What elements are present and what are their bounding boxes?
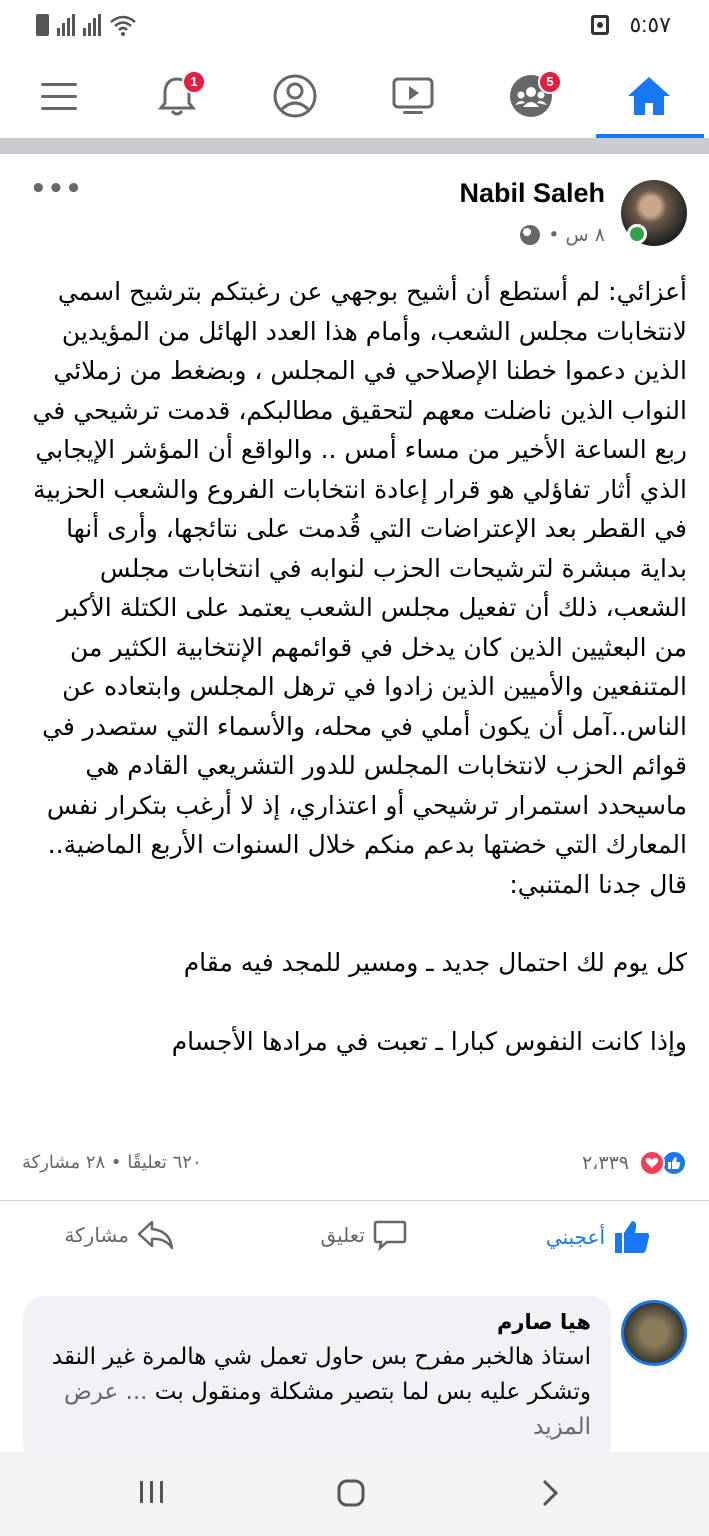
status-icons bbox=[36, 14, 137, 36]
see-more-link[interactable]: ... عرض المزيد bbox=[63, 1379, 591, 1440]
author-name[interactable]: Nabil Saleh bbox=[459, 178, 605, 208]
home-tab[interactable] bbox=[590, 54, 708, 138]
commenter-name[interactable]: هيا صارم bbox=[497, 1310, 591, 1334]
comment-body: استاذ هالخبر مفرح بس حاول تعمل شي هالمرة غير النقد وتشكر عليه بس لما بتصير مشكلة ومنقول بت bbox=[51, 1344, 591, 1405]
menu-button[interactable] bbox=[0, 54, 118, 138]
back-system-button[interactable] bbox=[540, 1478, 560, 1516]
groups-tab[interactable] bbox=[472, 54, 590, 138]
more-options-icon[interactable]: ••• bbox=[30, 174, 83, 204]
share-label: مشاركة bbox=[64, 1223, 129, 1247]
home-icon bbox=[626, 75, 672, 117]
comment-bubble[interactable] bbox=[23, 1296, 611, 1466]
groups-badge: 5 bbox=[538, 70, 562, 94]
alarm-icon bbox=[591, 15, 609, 35]
comment-icon bbox=[373, 1219, 407, 1251]
recent-apps-icon bbox=[138, 1479, 166, 1505]
love-reaction-icon bbox=[639, 1150, 665, 1176]
profile-icon bbox=[272, 73, 318, 119]
comment-button[interactable] bbox=[320, 1219, 407, 1251]
menu-icon bbox=[39, 80, 79, 112]
commenter-avatar[interactable] bbox=[621, 1300, 687, 1366]
watch-tab[interactable] bbox=[354, 54, 472, 138]
post-time[interactable]: ٨ س • bbox=[548, 224, 605, 246]
system-nav-bar bbox=[0, 1452, 709, 1536]
comment-text bbox=[43, 1340, 591, 1445]
home-system-icon bbox=[336, 1478, 366, 1508]
online-indicator bbox=[627, 224, 647, 244]
share-icon bbox=[137, 1219, 175, 1251]
home-system-button[interactable] bbox=[336, 1478, 366, 1516]
globe-icon bbox=[520, 225, 540, 245]
post-paragraph: وإذا كانت النفوس كبارا ـ تعبت في مرادها الأجسام bbox=[171, 1026, 687, 1056]
status-bar bbox=[0, 0, 709, 54]
like-label: أعجبني bbox=[545, 1225, 605, 1249]
share-button[interactable] bbox=[64, 1219, 175, 1251]
wifi-icon bbox=[109, 14, 137, 36]
comment-label: تعليق bbox=[320, 1223, 365, 1247]
nav-divider bbox=[0, 138, 709, 154]
reactions-count: ٢،٣٣٩ bbox=[582, 1152, 629, 1174]
back-icon bbox=[540, 1478, 560, 1508]
reactions-summary[interactable] bbox=[582, 1150, 687, 1176]
nav-bar bbox=[0, 54, 709, 138]
comments-shares-count[interactable]: ٦٢٠ تعليقًا • ٢٨ مشاركة bbox=[22, 1152, 202, 1173]
recent-apps-button[interactable] bbox=[138, 1478, 166, 1513]
signal-icon-2 bbox=[83, 14, 101, 36]
like-button[interactable] bbox=[546, 1219, 651, 1255]
profile-tab[interactable] bbox=[236, 54, 354, 138]
signal-icon bbox=[57, 14, 75, 36]
battery-icon bbox=[36, 14, 49, 36]
video-icon bbox=[391, 76, 435, 116]
post-text bbox=[19, 272, 687, 1100]
notifications-tab[interactable] bbox=[118, 54, 236, 138]
post-paragraph: أعزائي: لم أستطع أن أشيح بوجهي عن رغبتكم بترشيح اسمي لانتخابات مجلس الشعب، وأمام هذا العدد الهائل من المؤيدين الذين دعموا خطنا الإصلاحي في المجلس ، وبضغط من زملائي النواب الذين ناضلت معهم لتحقيق مطالبكم، قدمت ترشيحي في ربع الساعة الأخير من مساء أمس .. والواقع أن المؤشر الإيجابي الذي أثار تفاؤلي هو قرار إعادة انتخابات الفروع والشعب الحزبية في القطر بعد الإعتراضات التي قُدمت على نتائجها، وأرى أنها بداية مبشرة لترشيحات الحزب لنوابه في انتخابات مجلس الشعب، ذلك أن تفعيل مجلس الشعب يعتمد على الكتلة الأكبر من البعثيين الذين كان يدخل في قوائمهم الإنتخابية الكثير من المتنفعين والأميين الذين زادوا في ترهل المجلس وابتعاده عن الناس..آمل أن يكون أملي في محله، والأسماء التي ستصدر في قوائم الحزب لانتخابات المجلس للدور التشريعي القادم هي ماسيحدد استمرار ترشيحي أو اعتذاري، إذ لا أرغب بتكرار نفس المعارك التي خضتها بدعم منكم خلال السنوات الأربع الماضية.. قال جدنا المتنبي: bbox=[32, 277, 687, 899]
post-paragraph: كل يوم لك احتمال جديد ـ ومسير للمجد فيه مقام bbox=[183, 948, 687, 977]
status-time: ٥:٥٧ bbox=[629, 12, 671, 37]
post-actions bbox=[0, 1200, 709, 1280]
post-stats bbox=[0, 1150, 709, 1180]
thumbs-up-icon bbox=[613, 1219, 651, 1255]
notifications-badge: 1 bbox=[182, 70, 206, 94]
post-meta bbox=[520, 224, 605, 246]
